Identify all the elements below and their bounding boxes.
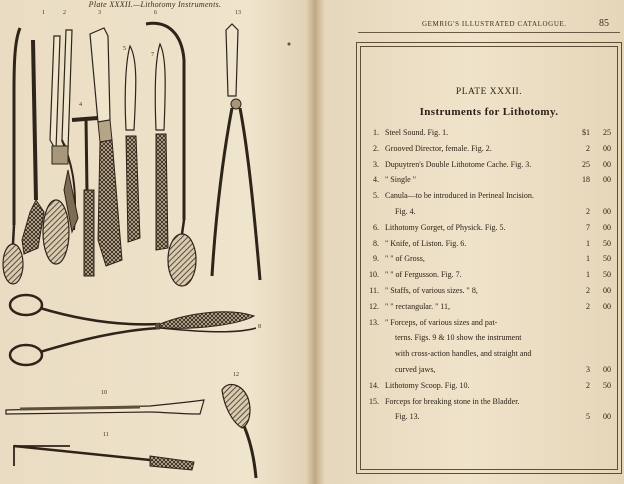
item-number: 13. bbox=[369, 317, 379, 327]
item-price-dollars: 1 bbox=[586, 238, 590, 248]
item-price-cents: 00 bbox=[603, 143, 611, 153]
item-number: 15. bbox=[369, 396, 379, 406]
item-description: curved jaws, bbox=[395, 364, 436, 374]
item-price-dollars: 2 bbox=[586, 301, 590, 311]
item-price-cents: 00 bbox=[603, 412, 611, 422]
item-number: 8. bbox=[373, 238, 379, 248]
item-description: Fig. 13. bbox=[395, 412, 420, 422]
item-number: 3. bbox=[373, 159, 379, 169]
item-description: " Knife, of Liston. Fig. 6. bbox=[385, 238, 467, 248]
item-price-cents: 25 bbox=[603, 128, 611, 137]
price-list-row bbox=[361, 188, 617, 204]
price-list-row bbox=[361, 236, 617, 252]
item-description: Grooved Director, female. Fig. 2. bbox=[385, 143, 492, 153]
item-description: Steel Sound. Fig. 1. bbox=[385, 128, 449, 137]
item-description: Fig. 4. bbox=[395, 206, 416, 216]
item-price-dollars: 2 bbox=[586, 285, 590, 295]
running-head: GEMRIG'S ILLUSTRATED CATALOGUE. bbox=[422, 20, 567, 28]
item-number: 5. bbox=[373, 191, 379, 201]
figure-number: 2 bbox=[63, 10, 66, 16]
item-price-cents: 00 bbox=[603, 159, 611, 169]
price-list-row bbox=[361, 172, 617, 188]
figure-number: 4 bbox=[79, 102, 82, 108]
price-list-row bbox=[361, 204, 617, 220]
figure-number: 11 bbox=[103, 432, 109, 438]
price-list-row bbox=[361, 267, 617, 283]
item-price-dollars: 7 bbox=[586, 222, 590, 232]
item-number: 9. bbox=[373, 254, 379, 264]
price-list-row bbox=[361, 330, 617, 346]
page-blemish bbox=[288, 43, 291, 46]
item-description: " " of Fergusson. Fig. 7. bbox=[385, 270, 462, 280]
price-list-row bbox=[361, 157, 617, 173]
price-list-row bbox=[361, 315, 617, 331]
item-description: " " rectangular. " 11, bbox=[385, 301, 451, 311]
item-price-dollars: 2 bbox=[586, 380, 590, 390]
lithotome-cache-icon bbox=[43, 30, 78, 264]
lithotomy-gorget-icon bbox=[90, 28, 122, 266]
rectangular-staff-icon bbox=[14, 446, 194, 470]
item-description: " Single " bbox=[385, 175, 416, 185]
figure-number: 3 bbox=[98, 10, 101, 16]
page-number: 85 bbox=[599, 18, 609, 29]
item-number: 14. bbox=[369, 380, 379, 390]
item-number: 12. bbox=[369, 301, 379, 311]
figure-number: 10 bbox=[101, 390, 107, 396]
perineal-canula-icon bbox=[72, 118, 98, 276]
lithotomy-scoop-icon bbox=[6, 400, 204, 414]
item-price-cents: 00 bbox=[603, 175, 611, 185]
price-list-row bbox=[361, 299, 617, 315]
lithotomy-staff-icon bbox=[146, 23, 196, 286]
item-description: Dupuytren's Double Lithotome Cache. Fig. 3. bbox=[385, 159, 532, 169]
plate-caption: Plate XXXII.—Lithotomy Instruments. bbox=[88, 0, 222, 9]
item-price-cents: 00 bbox=[603, 222, 611, 232]
price-list bbox=[361, 125, 617, 425]
price-list-row bbox=[361, 251, 617, 267]
plate-title: PLATE XXXII. bbox=[455, 87, 523, 97]
item-price-cents: 00 bbox=[603, 364, 611, 374]
item-price-cents: 50 bbox=[603, 238, 611, 248]
figure-number: 12 bbox=[233, 372, 239, 378]
item-description: Lithotomy Gorget, of Physick. Fig. 5. bbox=[385, 222, 506, 232]
figure-number: 8 bbox=[258, 324, 261, 330]
item-description: " Staffs, of various sizes. " 8, bbox=[385, 285, 478, 295]
figure-number: 5 bbox=[123, 46, 126, 52]
price-list-row bbox=[361, 394, 617, 410]
item-number: 6. bbox=[373, 222, 379, 232]
price-list-row bbox=[361, 220, 617, 236]
item-description: with cross-action handles, and straight and bbox=[395, 349, 532, 359]
liston-knife-icon bbox=[125, 46, 140, 242]
item-price-cents: 50 bbox=[603, 270, 611, 280]
item-number: 10. bbox=[369, 270, 379, 280]
item-number: 2. bbox=[373, 143, 379, 153]
price-list-row bbox=[361, 378, 617, 394]
item-price-dollars: 2 bbox=[586, 143, 590, 153]
price-list-row bbox=[361, 346, 617, 362]
price-list-row bbox=[361, 409, 617, 425]
cross-action-forceps-icon bbox=[10, 295, 256, 365]
price-list-row bbox=[361, 125, 617, 141]
item-description: " Forceps, of various sizes and pat- bbox=[385, 317, 498, 327]
figure-number: 13 bbox=[235, 10, 241, 16]
section-title: Instruments for Lithotomy. bbox=[419, 106, 559, 118]
item-description: Forceps for breaking stone in the Bladder. bbox=[385, 396, 520, 406]
price-list-row bbox=[361, 141, 617, 157]
item-price-dollars: 1 bbox=[586, 270, 590, 280]
header-rule bbox=[358, 32, 620, 33]
item-price-dollars: 1 bbox=[586, 254, 590, 264]
item-price-dollars: 5 bbox=[586, 412, 590, 422]
item-number: 4. bbox=[373, 175, 379, 185]
item-number: 11. bbox=[369, 285, 379, 295]
item-price-dollars: 25 bbox=[582, 159, 590, 169]
item-description: terns. Figs. 9 & 10 show the instrument bbox=[395, 333, 522, 343]
price-list-row bbox=[361, 362, 617, 378]
figure-number: 1 bbox=[42, 10, 45, 16]
breaking-forceps-icon bbox=[222, 384, 256, 478]
steel-sound-icon bbox=[3, 28, 23, 284]
item-description: Lithotomy Scoop. Fig. 10. bbox=[385, 380, 470, 390]
item-price-cents: 50 bbox=[603, 254, 611, 264]
fergusson-knife-icon bbox=[155, 44, 168, 250]
item-number: 1. bbox=[373, 128, 379, 137]
price-list-frame bbox=[356, 42, 622, 474]
price-list-row bbox=[361, 283, 617, 299]
item-price-cents: 50 bbox=[603, 380, 611, 390]
item-price-cents: 00 bbox=[603, 285, 611, 295]
catalogue-page bbox=[318, 0, 624, 484]
figure-number: 7 bbox=[151, 52, 154, 58]
item-price-dollars: 2 bbox=[586, 206, 590, 216]
item-price-cents: 00 bbox=[603, 301, 611, 311]
stone-forceps-icon bbox=[212, 24, 260, 280]
item-price-cents: 00 bbox=[603, 206, 611, 216]
item-price-dollars: 3 bbox=[586, 364, 590, 374]
item-price-dollars: 18 bbox=[582, 175, 590, 185]
item-description: " " of Gross, bbox=[385, 254, 425, 264]
figure-number: 6 bbox=[154, 10, 157, 16]
grooved-director-icon bbox=[22, 40, 44, 254]
item-description: Canula—to be introduced in Perineal Incision. bbox=[385, 191, 534, 201]
item-price-dollars: $1 bbox=[582, 128, 590, 137]
